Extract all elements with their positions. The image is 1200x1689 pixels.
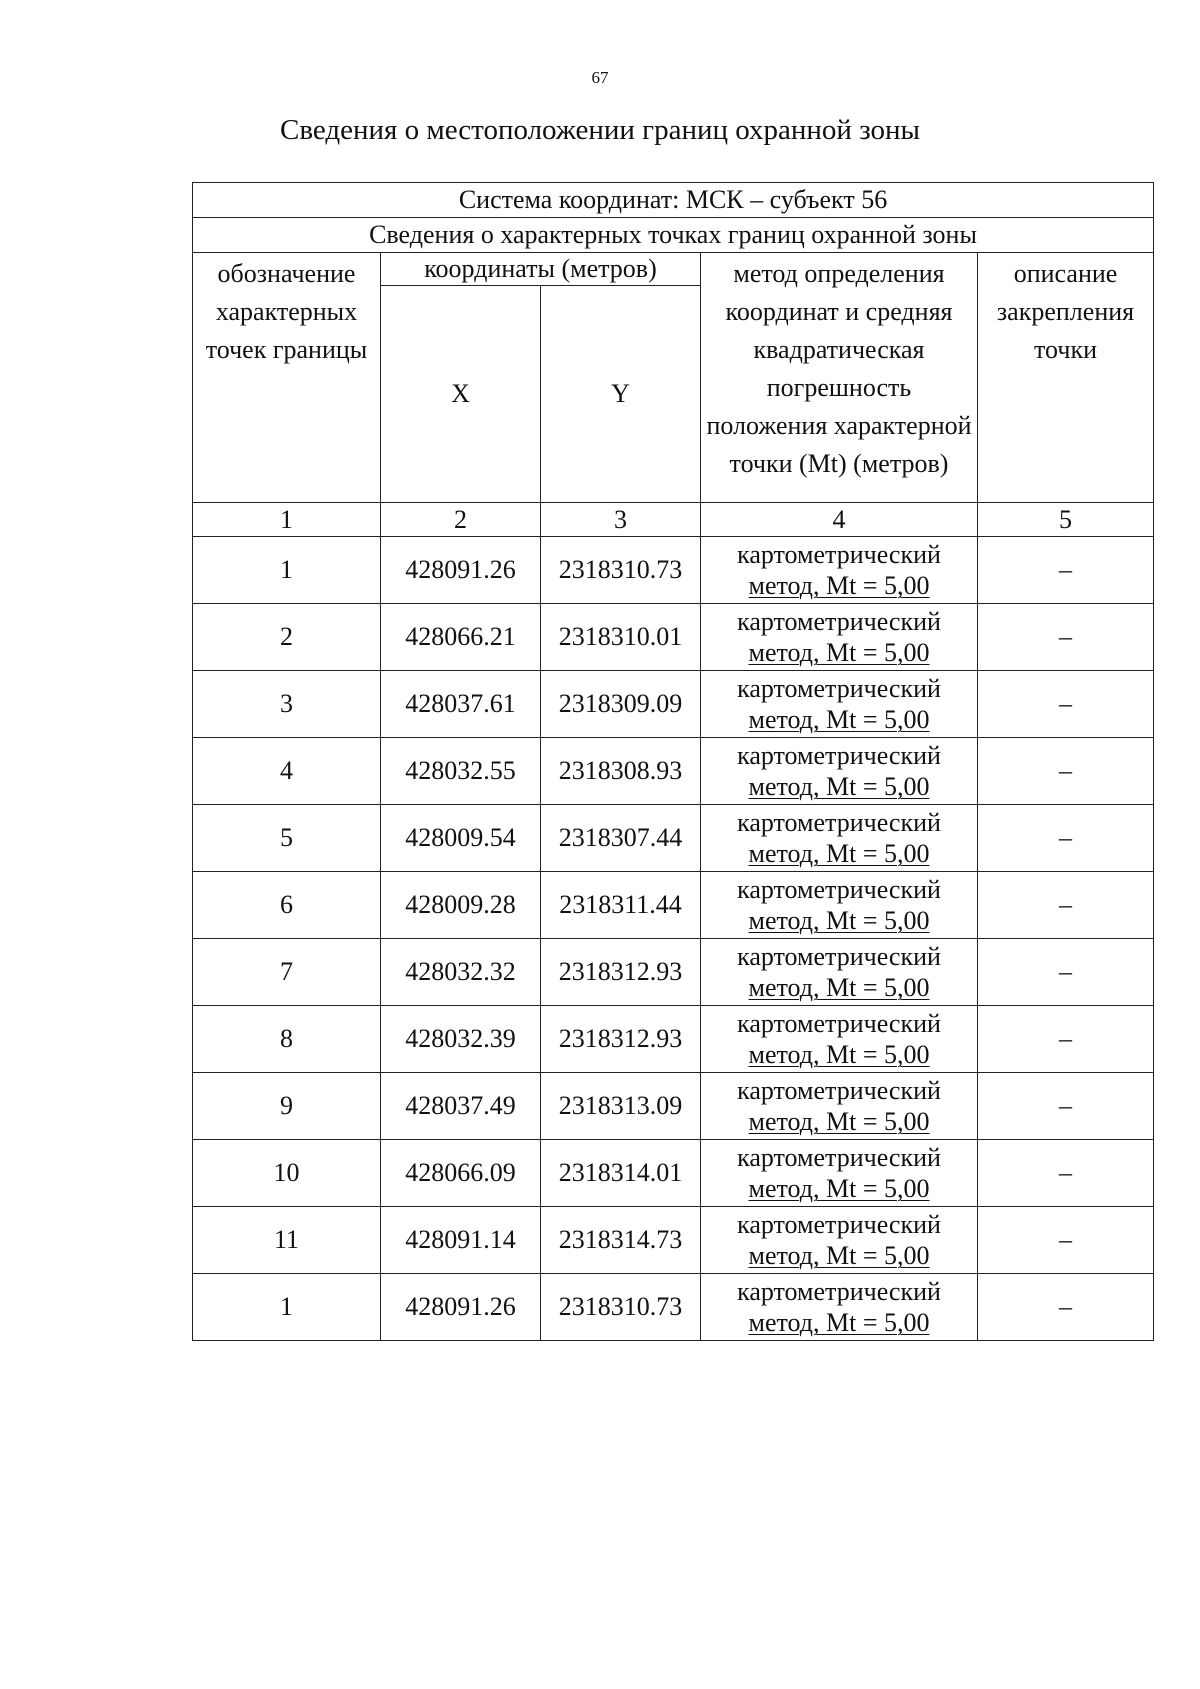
method-cell: [701, 1073, 978, 1140]
table-row: [193, 872, 1154, 939]
header-x: X: [381, 286, 541, 503]
method-text: картометрический: [737, 942, 941, 971]
table-row: [193, 805, 1154, 872]
y-coordinate-cell: 2318309.09: [541, 671, 701, 738]
description-cell: –: [978, 604, 1154, 671]
method-accuracy-text: метод, Mt = 5,00: [748, 839, 930, 868]
method-text: картометрический: [737, 1009, 941, 1038]
point-cell: 1: [193, 537, 381, 604]
method-accuracy-text: метод, Mt = 5,00: [748, 705, 930, 734]
method-text: картометрический: [737, 808, 941, 837]
method-text: картометрический: [737, 1277, 941, 1306]
method-cell: [701, 1274, 978, 1341]
description-cell: –: [978, 1140, 1154, 1207]
method-accuracy-text: метод, Mt = 5,00: [748, 973, 930, 1002]
point-cell: 6: [193, 872, 381, 939]
method-accuracy-text: метод, Mt = 5,00: [748, 772, 930, 801]
table-row: [193, 604, 1154, 671]
point-cell: 1: [193, 1274, 381, 1341]
x-coordinate-cell: 428066.21: [381, 604, 541, 671]
coordinate-system-cell: Система координат: МСК – субъект 56: [193, 183, 1154, 218]
y-coordinate-cell: 2318314.73: [541, 1207, 701, 1274]
method-cell: [701, 671, 978, 738]
x-coordinate-cell: 428091.14: [381, 1207, 541, 1274]
y-coordinate-cell: 2318310.73: [541, 1274, 701, 1341]
method-cell: [701, 1140, 978, 1207]
method-text: картометрический: [737, 607, 941, 636]
method-text: картометрический: [737, 540, 941, 569]
table-row: [193, 1207, 1154, 1274]
column-number: 3: [541, 503, 701, 537]
method-accuracy-text: метод, Mt = 5,00: [748, 638, 930, 667]
header-coordinates: координаты (метров): [381, 253, 701, 286]
point-cell: 7: [193, 939, 381, 1006]
header-description: описание закрепления точки: [978, 253, 1154, 503]
point-cell: 2: [193, 604, 381, 671]
table-row: [193, 1006, 1154, 1073]
table-row: [193, 1274, 1154, 1341]
method-text: картометрический: [737, 674, 941, 703]
table-caption-cell: Сведения о характерных точках границ охранной зоны: [193, 218, 1154, 253]
method-accuracy-text: метод, Mt = 5,00: [748, 571, 930, 600]
column-number: 5: [978, 503, 1154, 537]
y-coordinate-cell: 2318307.44: [541, 805, 701, 872]
table-row: [193, 1140, 1154, 1207]
method-cell: [701, 872, 978, 939]
method-text: картометрический: [737, 1143, 941, 1172]
column-numbers-row: [193, 503, 1154, 537]
table-row: [193, 939, 1154, 1006]
table-row: [193, 671, 1154, 738]
column-number: 2: [381, 503, 541, 537]
x-coordinate-cell: 428009.54: [381, 805, 541, 872]
description-cell: –: [978, 1006, 1154, 1073]
x-coordinate-cell: 428066.09: [381, 1140, 541, 1207]
method-cell: [701, 1207, 978, 1274]
point-cell: 9: [193, 1073, 381, 1140]
description-cell: –: [978, 1274, 1154, 1341]
point-cell: 10: [193, 1140, 381, 1207]
method-accuracy-text: метод, Mt = 5,00: [748, 906, 930, 935]
description-cell: –: [978, 805, 1154, 872]
description-cell: –: [978, 872, 1154, 939]
method-cell: [701, 537, 978, 604]
method-text: картометрический: [737, 1076, 941, 1105]
method-accuracy-text: метод, Mt = 5,00: [748, 1308, 930, 1337]
point-cell: 11: [193, 1207, 381, 1274]
y-coordinate-cell: 2318312.93: [541, 939, 701, 1006]
y-coordinate-cell: 2318312.93: [541, 1006, 701, 1073]
x-coordinate-cell: 428037.49: [381, 1073, 541, 1140]
column-number: 1: [193, 503, 381, 537]
table-row: [193, 537, 1154, 604]
header-method: метод определения координат и средняя квадратическая погрешность положения характерной точки (Mt) (метров): [701, 253, 978, 503]
method-cell: [701, 604, 978, 671]
coordinate-system-row: [193, 183, 1154, 218]
point-cell: 4: [193, 738, 381, 805]
header-y: Y: [541, 286, 701, 503]
x-coordinate-cell: 428009.28: [381, 872, 541, 939]
description-cell: –: [978, 738, 1154, 805]
y-coordinate-cell: 2318314.01: [541, 1140, 701, 1207]
method-text: картометрический: [737, 741, 941, 770]
description-cell: –: [978, 671, 1154, 738]
y-coordinate-cell: 2318308.93: [541, 738, 701, 805]
description-cell: –: [978, 1207, 1154, 1274]
y-coordinate-cell: 2318310.73: [541, 537, 701, 604]
method-text: картометрический: [737, 1210, 941, 1239]
x-coordinate-cell: 428037.61: [381, 671, 541, 738]
description-cell: –: [978, 939, 1154, 1006]
method-cell: [701, 805, 978, 872]
column-number: 4: [701, 503, 978, 537]
x-coordinate-cell: 428032.39: [381, 1006, 541, 1073]
point-cell: 5: [193, 805, 381, 872]
y-coordinate-cell: 2318311.44: [541, 872, 701, 939]
point-cell: 3: [193, 671, 381, 738]
method-cell: [701, 738, 978, 805]
y-coordinate-cell: 2318310.01: [541, 604, 701, 671]
description-cell: –: [978, 1073, 1154, 1140]
method-text: картометрический: [737, 875, 941, 904]
y-coordinate-cell: 2318313.09: [541, 1073, 701, 1140]
table-caption-row: [193, 218, 1154, 253]
x-coordinate-cell: 428032.55: [381, 738, 541, 805]
page-number: 67: [591, 68, 609, 87]
x-coordinate-cell: 428091.26: [381, 537, 541, 604]
method-accuracy-text: метод, Mt = 5,00: [748, 1174, 930, 1203]
table-row: [193, 738, 1154, 805]
header-row-top: [193, 253, 1154, 286]
boundary-points-table: [192, 182, 1154, 1341]
method-cell: [701, 939, 978, 1006]
method-accuracy-text: метод, Mt = 5,00: [748, 1241, 930, 1270]
document-title: Сведения о местоположении границ охранной зоны: [279, 114, 920, 146]
table-row: [193, 1073, 1154, 1140]
point-cell: 8: [193, 1006, 381, 1073]
description-cell: –: [978, 537, 1154, 604]
method-accuracy-text: метод, Mt = 5,00: [748, 1107, 930, 1136]
method-cell: [701, 1006, 978, 1073]
method-accuracy-text: метод, Mt = 5,00: [748, 1040, 930, 1069]
x-coordinate-cell: 428032.32: [381, 939, 541, 1006]
x-coordinate-cell: 428091.26: [381, 1274, 541, 1341]
header-designation: обозначение характерных точек границы: [193, 253, 381, 503]
